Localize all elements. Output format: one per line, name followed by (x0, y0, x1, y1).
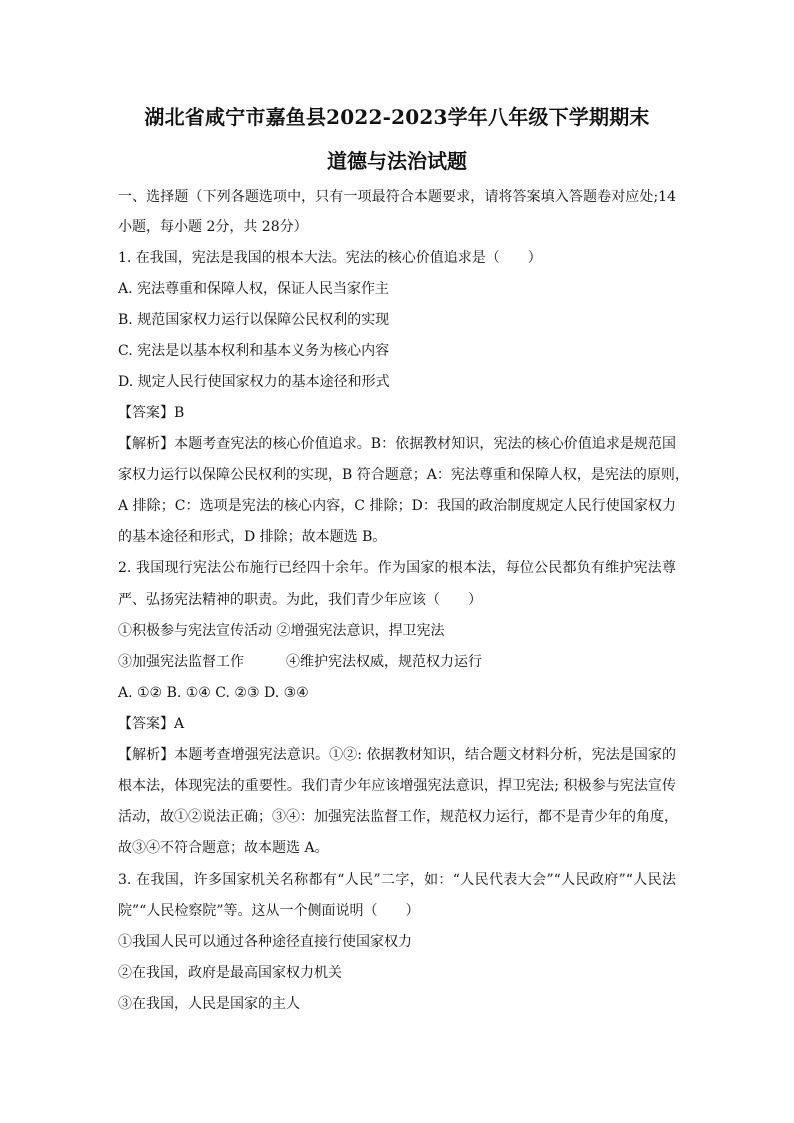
question-1-stem: 1. 在我国，宪法是我国的根本大法。宪法的核心价值追求是（ ） (118, 250, 542, 266)
question-2-answer: 【答案】A (118, 716, 185, 732)
question-2-analysis: 活动，故①②说法正确；③④：加强宪法监督工作，规范权力运行，都不是青少年的角度， (118, 809, 678, 825)
question-1-answer: 【答案】B (118, 405, 185, 421)
question-3-stem-cont: 院”“人民检察院”等。这从一个侧面说明（ ） (118, 903, 420, 919)
question-1-option-b: B. 规范国家权力运行以保障公民权利的实现 (118, 312, 390, 328)
question-3-stem: 3. 在我国，许多国家机关名称都有“人民”二字，如：“人民代表大会”“人民政府”“人民法 (118, 872, 676, 888)
document-title: 湖北省咸宁市嘉鱼县2022-2023学年八年级下学期期末 (144, 105, 650, 129)
question-2-item: ①积极参与宪法宣传活动 ②增强宪法意识，捍卫宪法 (118, 623, 445, 639)
question-2-analysis: 根本法，体现宪法的重要性。我们青少年应该增强宪法意识，捍卫宪法; 积极参与宪法宣传 (118, 778, 676, 794)
question-1-analysis: 家权力运行以保障公民权利的实现，B 符合题意；A：宪法尊重和保障人权，是宪法的原则， (118, 467, 689, 483)
section-heading: 一、选择题（下列各题选项中，只有一项最符合本题要求，请将答案填入答题卷对应处;14 (118, 189, 676, 205)
question-2-options: A. ①② B. ①④ C. ②③ D. ③④ (118, 685, 309, 701)
question-3-item: ③在我国，人民是国家的主人 (118, 996, 300, 1012)
question-3-item: ②在我国，政府是最高国家权力机关 (118, 965, 342, 981)
question-1-analysis: A 排除；C：选项是宪法的核心内容，C 排除；D：我国的政治制度规定人民行使国家权力 (118, 498, 676, 514)
question-2-stem: 2. 我国现行宪法公布施行已经四十余年。作为国家的根本法，每位公民都负有维护宪法尊 (118, 560, 676, 576)
question-2-analysis: 故③④不符合题意；故本题选 A。 (118, 840, 329, 856)
question-1-option-d: D. 规定人民行使国家权力的基本途径和形式 (118, 374, 390, 390)
document-subtitle: 道德与法治试题 (327, 149, 467, 173)
question-2-item: ③加强宪法监督工作 ④维护宪法权威，规范权力运行 (118, 654, 482, 670)
question-3-item: ①我国人民可以通过各种途径直接行使国家权力 (118, 934, 412, 950)
section-heading-cont: 小题，每小题 2分，共 28分） (118, 219, 308, 235)
question-1-analysis: 【解析】本题考查宪法的核心价值追求。B：依据教材知识，宪法的核心价值追求是规范国 (118, 436, 676, 452)
question-1-option-c: C. 宪法是以基本权利和基本义务为核心内容 (118, 343, 390, 359)
question-1-option-a: A. 宪法尊重和保障人权，保证人民当家作主 (118, 281, 390, 297)
question-2-analysis: 【解析】本题考查增强宪法意识。①②: 依据教材知识，结合题文材料分析，宪法是国家的 (118, 747, 676, 763)
question-1-analysis: 的基本途径和形式，D 排除；故本题选 B。 (118, 529, 387, 545)
question-2-stem-cont: 严、弘扬宪法精神的职责。为此，我们青少年应该（ ） (118, 592, 482, 608)
